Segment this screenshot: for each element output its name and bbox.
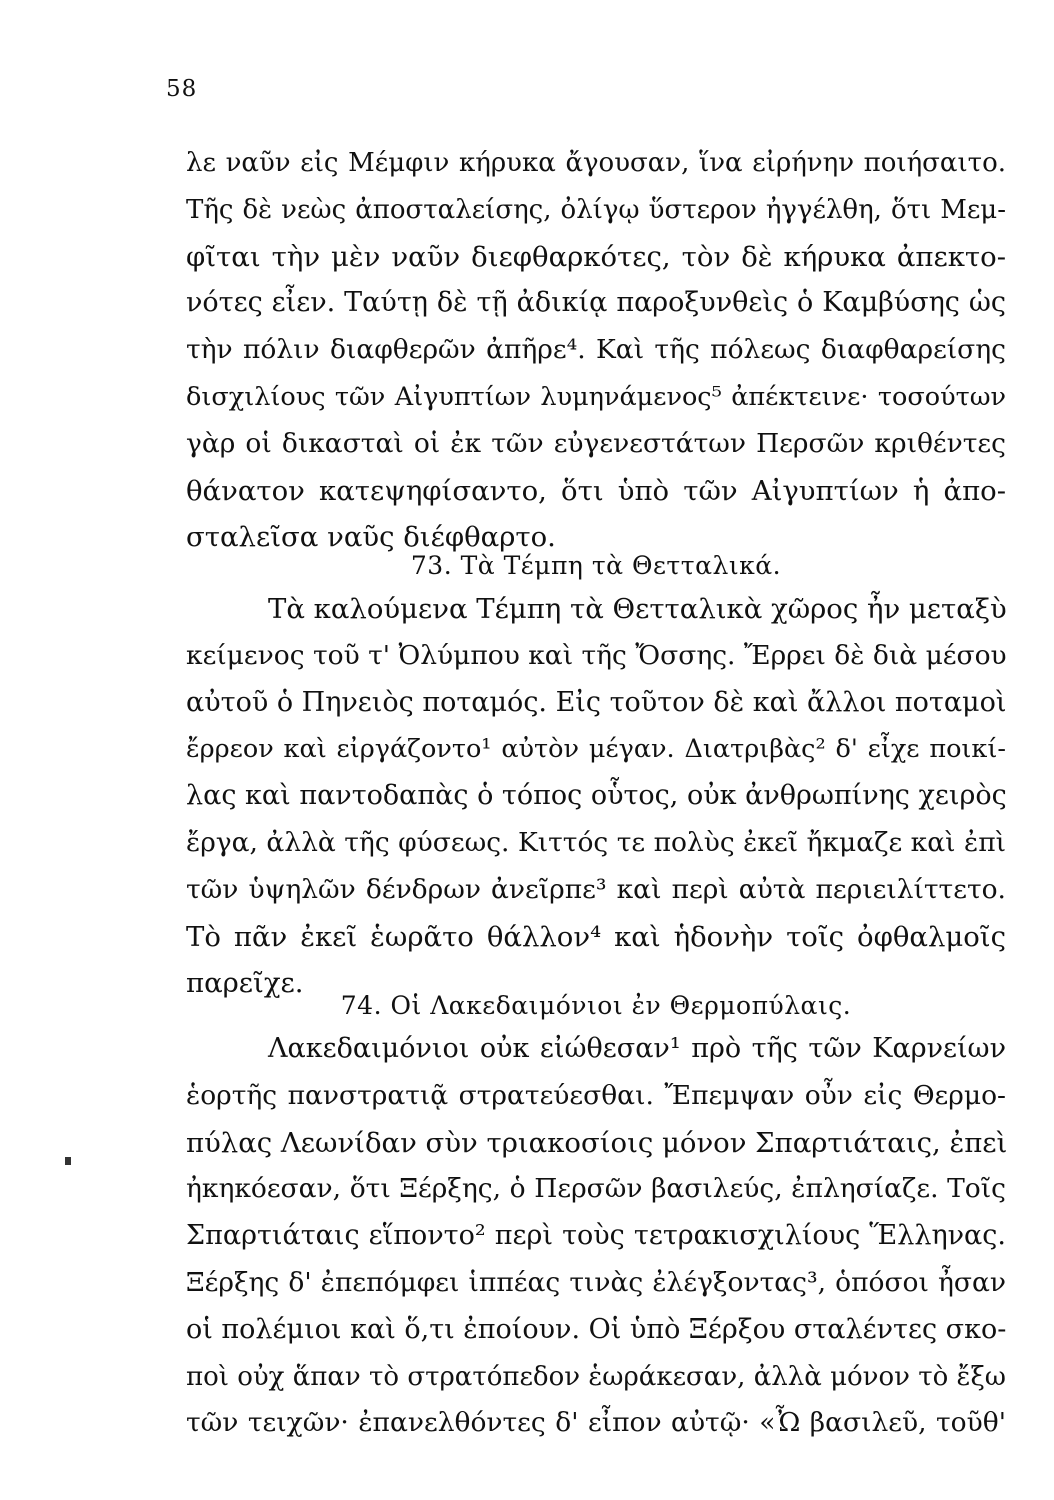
text-line: ἠκηκόεσαν, ὅτι Ξέρξης, ὁ Περσῶν βασιλεύς, ἐπλησίαζε. Τοῖς [186,1173,1006,1205]
text-line: ποὶ οὐχ ἅπαν τὸ στρατόπεδον ἑωράκεσαν, ἀλλὰ μόνον τὸ ἔξω [186,1361,1006,1392]
text-line: λας καὶ παντοδαπὰς ὁ τόπος οὗτος, οὐκ ἀνθρωπίνης χειρὸς [186,780,1007,812]
scan-speck [65,1157,71,1165]
text-line: αὐτοῦ ὁ Πηνειὸς ποταμός. Εἰς τοῦτον δὲ καὶ ἄλλοι ποταμοὶ [186,686,1007,718]
text-line: τῶν τειχῶν· ἐπανελθόντες δ' εἶπον αὐτῷ· «Ὦ βασιλεῦ, τοῦθ' [186,1407,1006,1439]
text-line: Σπαρτιάταις εἵποντο² περὶ τοὺς τετρακισχιλίους Ἕλληνας. [186,1220,1006,1252]
text-line: Τὸ πᾶν ἐκεῖ ἑωρᾶτο θάλλον⁴ καὶ ἡδονὴν τοῖς ὀφθαλμοῖς [186,920,1006,953]
text-line: ἑορτῆς πανστρατιᾷ στρατεύεσθαι. Ἔπεμψαν οὖν εἰς Θερμο- [186,1079,1006,1111]
text-line: παρεῖχε. [186,967,304,1000]
text-line: δισχιλίους τῶν Αἰγυπτίων λυμηνάμενος⁵ ἀπέκτεινε· τοσούτων [186,381,1006,412]
text-line: νότες εἶεν. Ταύτῃ δὲ τῇ ἀδικίᾳ παροξυνθεὶς ὁ Καμβύσης ὡς [186,287,1006,319]
text-line: κείμενος τοῦ τ' Ὀλύμπου καὶ τῆς Ὄσσης. Ἔρρει δὲ διὰ μέσου [186,639,1007,671]
text-line: οἱ πολέμιοι καὶ ὅ,τι ἐποίουν. Οἱ ὑπὸ Ξέρξου σταλέντες σκο- [186,1313,1007,1345]
page-number: 58 [166,76,198,102]
text-line: σταλεῖσα ναῦς διέφθαρτο. [186,521,556,554]
section-heading-73: 73. Τὰ Τέμπη τὰ Θετταλικά. [410,551,782,580]
text-line: γὰρ οἱ δικασταὶ οἱ ἐκ τῶν εὐγενεστάτων Περσῶν κριθέντες [186,427,1006,459]
text-line: ἔρρεον καὶ εἰργάζοντο¹ αὐτὸν μέγαν. Διατριβὰς² δ' εἶχε ποικί- [186,734,1006,765]
text-line: Λακεδαιμόνιοι οὐκ εἰώθεσαν¹ πρὸ τῆς τῶν Καρνείων [268,1033,1006,1064]
section-73-text [186,586,1006,1007]
section-heading-74: 74. Οἱ Λακεδαιμόνιοι ἐν Θερμοπύλαις. [340,991,852,1020]
text-line: Τὰ καλούμενα Τέμπη τὰ Θετταλικὰ χῶρος ἦν μεταξὺ [268,593,1007,625]
text-line: φῖται τὴν μὲν ναῦν διεφθαρκότες, τὸν δὲ κήρυκα ἀπεκτο- [186,240,1006,273]
text-line: Τῆς δὲ νεὼς ἀποσταλείσης, ὀλίγῳ ὕστερον ἠγγέλθη, ὅτι Μεμ- [186,194,1006,225]
section-74-text [186,1026,1006,1447]
text-line: λε ναῦν εἰς Μέμφιν κήρυκα ἄγουσαν, ἵνα εἰρήνην ποιήσαιτο. [186,148,1006,178]
text-line: Ξέρξης δ' ἐπεπόμφει ἱππέας τινὰς ἐλέγξοντας³, ὁπόσοι ἦσαν [186,1266,1006,1298]
text-line: τὴν πόλιν διαφθερῶν ἀπῆρε⁴. Καὶ τῆς πόλεως διαφθαρείσης [186,334,1006,366]
text-line: πύλας Λεωνίδαν σὺν τριακοσίοις μόνον Σπαρτιάταις, ἐπεὶ [186,1126,1008,1159]
text-line: ἔργα, ἀλλὰ τῆς φύσεως. Κιττός τε πολὺς ἐκεῖ ἤκμαζε καὶ ἐπὶ [186,826,1006,858]
paragraph-block-1 [186,140,1006,561]
text-line: θάνατον κατεψηφίσαντο, ὅτι ὑπὸ τῶν Αἰγυπτίων ἡ ἀπο- [186,474,1006,507]
text-line: τῶν ὑψηλῶν δένδρων ἀνεῖρπε³ καὶ περὶ αὐτὰ περιειλίττετο. [186,873,1006,905]
